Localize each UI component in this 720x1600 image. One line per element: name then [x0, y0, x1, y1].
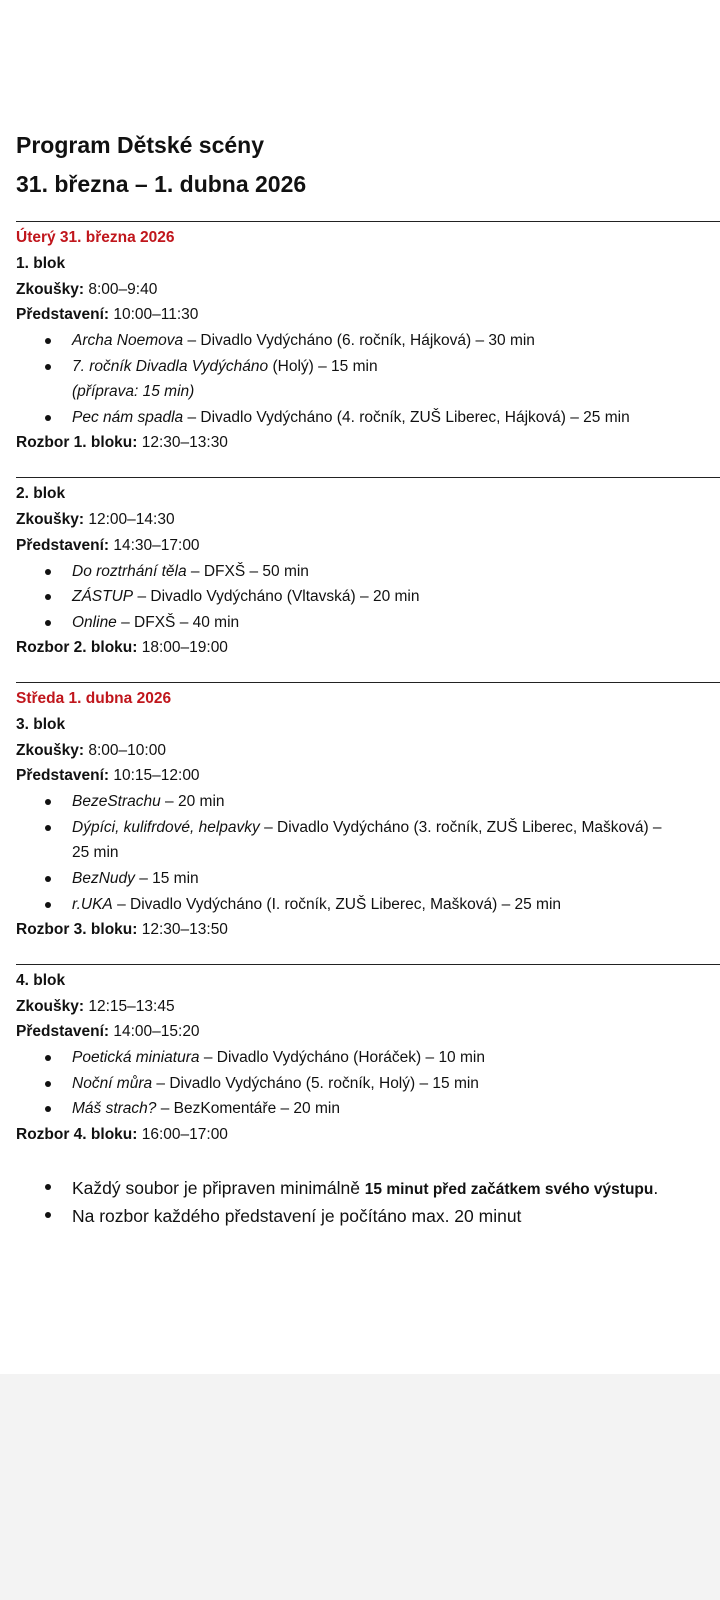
bullet-icon — [45, 594, 51, 600]
title-line-1: Program Dětské scény — [16, 132, 265, 158]
review-row: Rozbor 2. bloku: 18:00–19:00 — [16, 639, 228, 656]
day-heading: Úterý 31. března 2026 — [16, 229, 175, 246]
list-item: Máš strach? – BezKomentáře – 20 min — [72, 1100, 340, 1117]
shows-row: Představení: 10:15–12:00 — [16, 767, 200, 784]
block-heading: 2. blok — [16, 485, 66, 502]
list-item: Pec nám spadla – Divadlo Vydýcháno (4. ročník, ZUŠ Liberec, Hájková) – 25 min — [72, 409, 630, 426]
list-item: Do roztrhání těla – DFXŠ – 50 min — [72, 563, 309, 580]
rehearsals-row: Zkoušky: 12:15–13:45 — [16, 998, 175, 1015]
bullet-icon — [45, 1212, 51, 1218]
list-item-note: (příprava: 15 min) — [72, 383, 195, 400]
divider — [16, 682, 720, 683]
bullet-icon — [45, 364, 51, 370]
bullet-icon — [45, 620, 51, 626]
review-row: Rozbor 1. bloku: 12:30–13:30 — [16, 434, 228, 451]
bullet-icon — [45, 876, 51, 882]
list-item: Archa Noemova – Divadlo Vydýcháno (6. ročník, Hájková) – 30 min — [72, 332, 535, 349]
divider — [16, 964, 720, 965]
review-row: Rozbor 3. bloku: 12:30–13:50 — [16, 921, 228, 938]
bullet-icon — [45, 799, 51, 805]
bullet-icon — [45, 1184, 51, 1190]
bullet-icon — [45, 569, 51, 575]
bullet-icon — [45, 1106, 51, 1112]
note-item: Každý soubor je připraven minimálně 15 minut před začátkem svého výstupu. — [72, 1178, 659, 1198]
bullet-icon — [45, 338, 51, 344]
day-heading: Středa 1. dubna 2026 — [16, 690, 172, 707]
list-item: 7. ročník Divadla Vydýcháno (Holý) – 15 min — [72, 358, 378, 375]
note-item: Na rozbor každého představení je počítáno max. 20 minut — [72, 1206, 522, 1226]
list-item-continued: 25 min — [72, 844, 119, 861]
block-heading: 1. blok — [16, 255, 66, 272]
bullet-icon — [45, 1081, 51, 1087]
shows-row: Představení: 14:30–17:00 — [16, 537, 200, 554]
list-item: Dýpíci, kulifrdové, helpavky – Divadlo Vydýcháno (3. ročník, ZUŠ Liberec, Mašková) – — [72, 819, 662, 836]
rehearsals-row: Zkoušky: 12:00–14:30 — [16, 511, 175, 528]
list-item: Poetická miniatura – Divadlo Vydýcháno (Horáček) – 10 min — [72, 1049, 485, 1066]
page-title — [16, 126, 306, 204]
rehearsals-row: Zkoušky: 8:00–10:00 — [16, 742, 166, 759]
review-row: Rozbor 4. bloku: 16:00–17:00 — [16, 1126, 228, 1143]
shows-row: Představení: 14:00–15:20 — [16, 1023, 200, 1040]
block-heading: 3. blok — [16, 716, 66, 733]
bullet-icon — [45, 1055, 51, 1061]
list-item: BezNudy – 15 min — [72, 870, 199, 887]
list-item: r.UKA – Divadlo Vydýcháno (I. ročník, ZUŠ Liberec, Mašková) – 25 min — [72, 896, 562, 913]
rehearsals-row: Zkoušky: 8:00–9:40 — [16, 281, 158, 298]
block-heading: 4. blok — [16, 972, 66, 989]
list-item: Noční můra – Divadlo Vydýcháno (5. ročník, Holý) – 15 min — [72, 1075, 479, 1092]
list-item: ZÁSTUP – Divadlo Vydýcháno (Vltavská) – 20 min — [72, 588, 420, 605]
bullet-icon — [45, 415, 51, 421]
divider — [16, 477, 720, 478]
divider — [16, 221, 720, 222]
shows-row: Představení: 10:00–11:30 — [16, 306, 199, 323]
bullet-icon — [45, 902, 51, 908]
list-item: BezeStrachu – 20 min — [72, 793, 225, 810]
title-line-2: 31. března – 1. dubna 2026 — [16, 171, 307, 197]
bullet-icon — [45, 825, 51, 831]
list-item: Online – DFXŠ – 40 min — [72, 614, 240, 631]
